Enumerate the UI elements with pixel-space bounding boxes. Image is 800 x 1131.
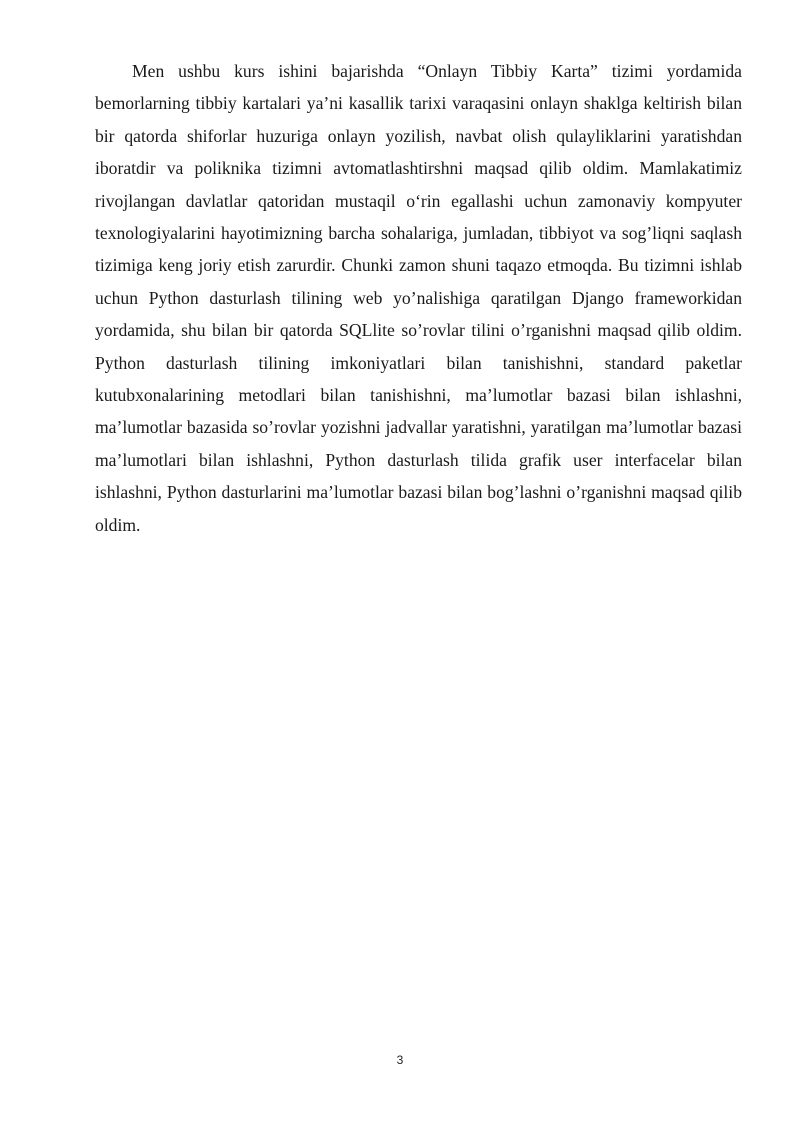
body-paragraph: Men ushbu kurs ishini bajarishda “Onlayn Tibbiy Karta” tizimi yordamida bemorlarning tibbiy kartalari ya’ni kasallik tarixi varaqasini onlayn shaklga keltirish bilan bir qatorda shiforlar huzuriga onlayn yozilish, navbat olish qulayliklarini yaratishdan iboratdir va poliknika tizimni avtomatlashtirshni maqsad qilib oldim. Mamlakatimiz rivojlangan davlatlar qatoridan mustaqil o‘rin egallashi uchun zamonaviy kompyuter texnologiyalarini hayotimizning barcha sohalariga, jumladan, tibbiyot va sog’liqni saqlash tizimiga keng joriy etish zarurdir. Chunki zamon shuni taqazo etmoqda. Bu tizimni ishlab uchun Python dasturlash tilining web yo’nalishiga qaratilgan Django frameworkidan yordamida, shu bilan bir qatorda SQLlite so’rovlar tilini o’rganishni maqsad qilib oldim. Python dasturlash tilining imkoniyatlari bilan tanishishni, standard paketlar kutubxonalarining metodlari bilan tanishishni, ma’lumotlar bazasi bilan ishlashni, ma’lumotlar bazasida so’rovlar yozishni jadvallar yaratishni, yaratilgan ma’lumotlar bazasi ma’lumotlari bilan ishlashni, Python dasturlash tilida grafik user interfacelar bilan ishlashni, Python dasturlarini ma’lumotlar bazasi bilan bog’lashni o’rganishni maqsad qilib oldim. — [95, 61, 742, 535]
page-number: 3 — [396, 1053, 404, 1067]
